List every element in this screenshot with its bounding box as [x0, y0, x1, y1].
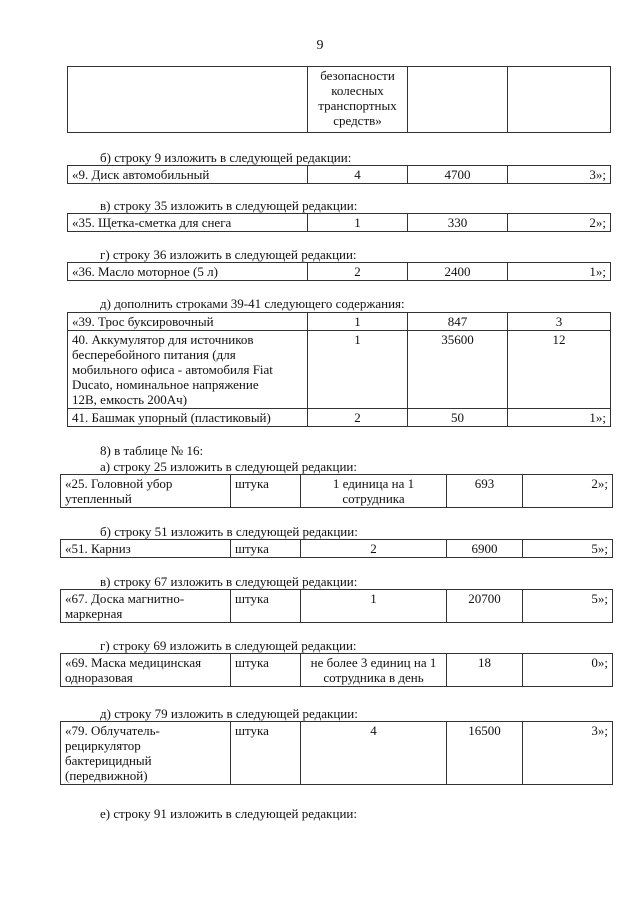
item-name-cell: «35. Щетка-сметка для снега [68, 214, 308, 232]
item-name-cell [68, 331, 308, 409]
price-cell: 35600 [408, 331, 508, 409]
term-cell: 5»; [523, 540, 613, 558]
table-row-35 [67, 213, 611, 232]
qty-cell: 4 [308, 166, 408, 184]
table16-row-79 [60, 721, 613, 785]
empty-cell [508, 67, 611, 133]
cell-line: (передвижной) [65, 768, 148, 783]
price-cell: 16500 [447, 722, 523, 785]
unit-cell: штука [231, 722, 301, 785]
table-row-36 [67, 262, 611, 281]
table-row [61, 540, 613, 558]
term-cell: 3»; [523, 722, 613, 785]
safety-cell [308, 67, 408, 133]
cell-line: бесперебойного питания (для [72, 347, 236, 362]
price-cell: 6900 [447, 540, 523, 558]
table16-row-51 [60, 539, 613, 558]
norm-cell: 2 [301, 540, 447, 558]
item-name-cell [61, 475, 231, 508]
empty-cell [68, 67, 308, 133]
price-cell: 18 [447, 654, 523, 687]
term-cell: 12 [508, 331, 611, 409]
qty-cell: 1 [308, 331, 408, 409]
cell-line: «69. Маска медицинская [65, 655, 202, 670]
table-row-9 [67, 165, 611, 184]
norm-cell: 1 [301, 590, 447, 623]
table-row [61, 654, 613, 687]
price-cell: 4700 [408, 166, 508, 184]
cell-line: одноразовая [65, 670, 133, 685]
cell-line: утепленный [65, 491, 132, 506]
qty-cell: 1 [308, 313, 408, 331]
item-name-cell: 41. Башмак упорный (пластиковый) [68, 409, 308, 427]
item-name-cell [61, 654, 231, 687]
cell-line: не более 3 единиц на 1 [310, 655, 437, 670]
qty-cell: 2 [308, 409, 408, 427]
item-name-cell: «39. Трос буксировочный [68, 313, 308, 331]
top-continuation-table [67, 66, 611, 133]
item-name-cell: «36. Масло моторное (5 л) [68, 263, 308, 281]
table-row [61, 722, 613, 785]
cell-line: сотрудника [342, 491, 405, 506]
unit-cell: штука [231, 475, 301, 508]
norm-cell [301, 475, 447, 508]
table-row [61, 590, 613, 623]
unit-cell: штука [231, 590, 301, 623]
table-row [68, 263, 611, 281]
cell-line: 1 единица на 1 [332, 476, 415, 491]
table-row [61, 475, 613, 508]
qty-cell: 1 [308, 214, 408, 232]
cell-line: бактерицидный [65, 753, 152, 768]
price-cell: 2400 [408, 263, 508, 281]
cell-line: 40. Аккумулятор для источников [72, 332, 254, 347]
page-number: 9 [316, 38, 324, 53]
price-cell: 20700 [447, 590, 523, 623]
cell-line: «79. Облучатель- [65, 723, 160, 738]
cell-line: безопасности [320, 68, 395, 83]
term-cell: 0»; [523, 654, 613, 687]
cell-line: сотрудника в день [323, 670, 424, 685]
cell-line: мобильного офиса - автомобиля Fiat [72, 362, 273, 377]
cell-line: Ducato, номинальное напряжение [72, 377, 259, 392]
term-cell: 3 [508, 313, 611, 331]
cell-line: 12В, емкость 200Ач) [72, 392, 188, 407]
term-cell: 2»; [523, 475, 613, 508]
table-row [68, 166, 611, 184]
heading-v35: в) строку 35 изложить в следующей редакции: [100, 198, 358, 213]
table16-row-25 [60, 474, 613, 508]
heading-g36: г) строку 36 изложить в следующей редакции: [100, 247, 357, 262]
heading-v67: в) строку 67 изложить в следующей редакции: [100, 574, 358, 589]
table-row [68, 313, 611, 331]
heading-a25: а) строку 25 изложить в следующей редакции: [100, 459, 357, 474]
cell-line: транспортных [318, 98, 397, 113]
heading-b9: б) строку 9 изложить в следующей редакции: [100, 150, 352, 165]
table-row [68, 214, 611, 232]
term-cell: 1»; [508, 263, 611, 281]
table-rows-39-41 [67, 312, 611, 427]
heading-e91: е) строку 91 изложить в следующей редакции: [100, 806, 357, 821]
unit-cell: штука [231, 540, 301, 558]
price-cell: 330 [408, 214, 508, 232]
term-cell: 2»; [508, 214, 611, 232]
item-name-cell [61, 722, 231, 785]
unit-cell: штука [231, 654, 301, 687]
heading-g69: г) строку 69 изложить в следующей редакции: [100, 638, 357, 653]
empty-cell [408, 67, 508, 133]
item-name-cell: «51. Карниз [61, 540, 231, 558]
term-cell: 3»; [508, 166, 611, 184]
heading-d79: д) строку 79 изложить в следующей редакции: [100, 706, 358, 721]
cell-line: «25. Головной убор [65, 476, 173, 491]
heading-table16: 8) в таблице № 16: [100, 443, 204, 458]
heading-d39: д) дополнить строками 39-41 следующего содержания: [100, 296, 405, 311]
price-cell: 693 [447, 475, 523, 508]
table16-row-69 [60, 653, 613, 687]
cell-line: рециркулятор [65, 738, 141, 753]
table-row [68, 331, 611, 409]
table16-row-67 [60, 589, 613, 623]
heading-b51: б) строку 51 изложить в следующей редакции: [100, 524, 358, 539]
item-name-cell [61, 590, 231, 623]
table-row [68, 409, 611, 427]
qty-cell: 2 [308, 263, 408, 281]
cell-line: маркерная [65, 606, 123, 621]
term-cell: 5»; [523, 590, 613, 623]
price-cell: 50 [408, 409, 508, 427]
item-name-cell: «9. Диск автомобильный [68, 166, 308, 184]
norm-cell [301, 654, 447, 687]
cell-line: «67. Доска магнитно- [65, 591, 185, 606]
price-cell: 847 [408, 313, 508, 331]
norm-cell: 4 [301, 722, 447, 785]
cell-line: колесных [331, 83, 384, 98]
cell-line: средств» [333, 113, 382, 128]
term-cell: 1»; [508, 409, 611, 427]
